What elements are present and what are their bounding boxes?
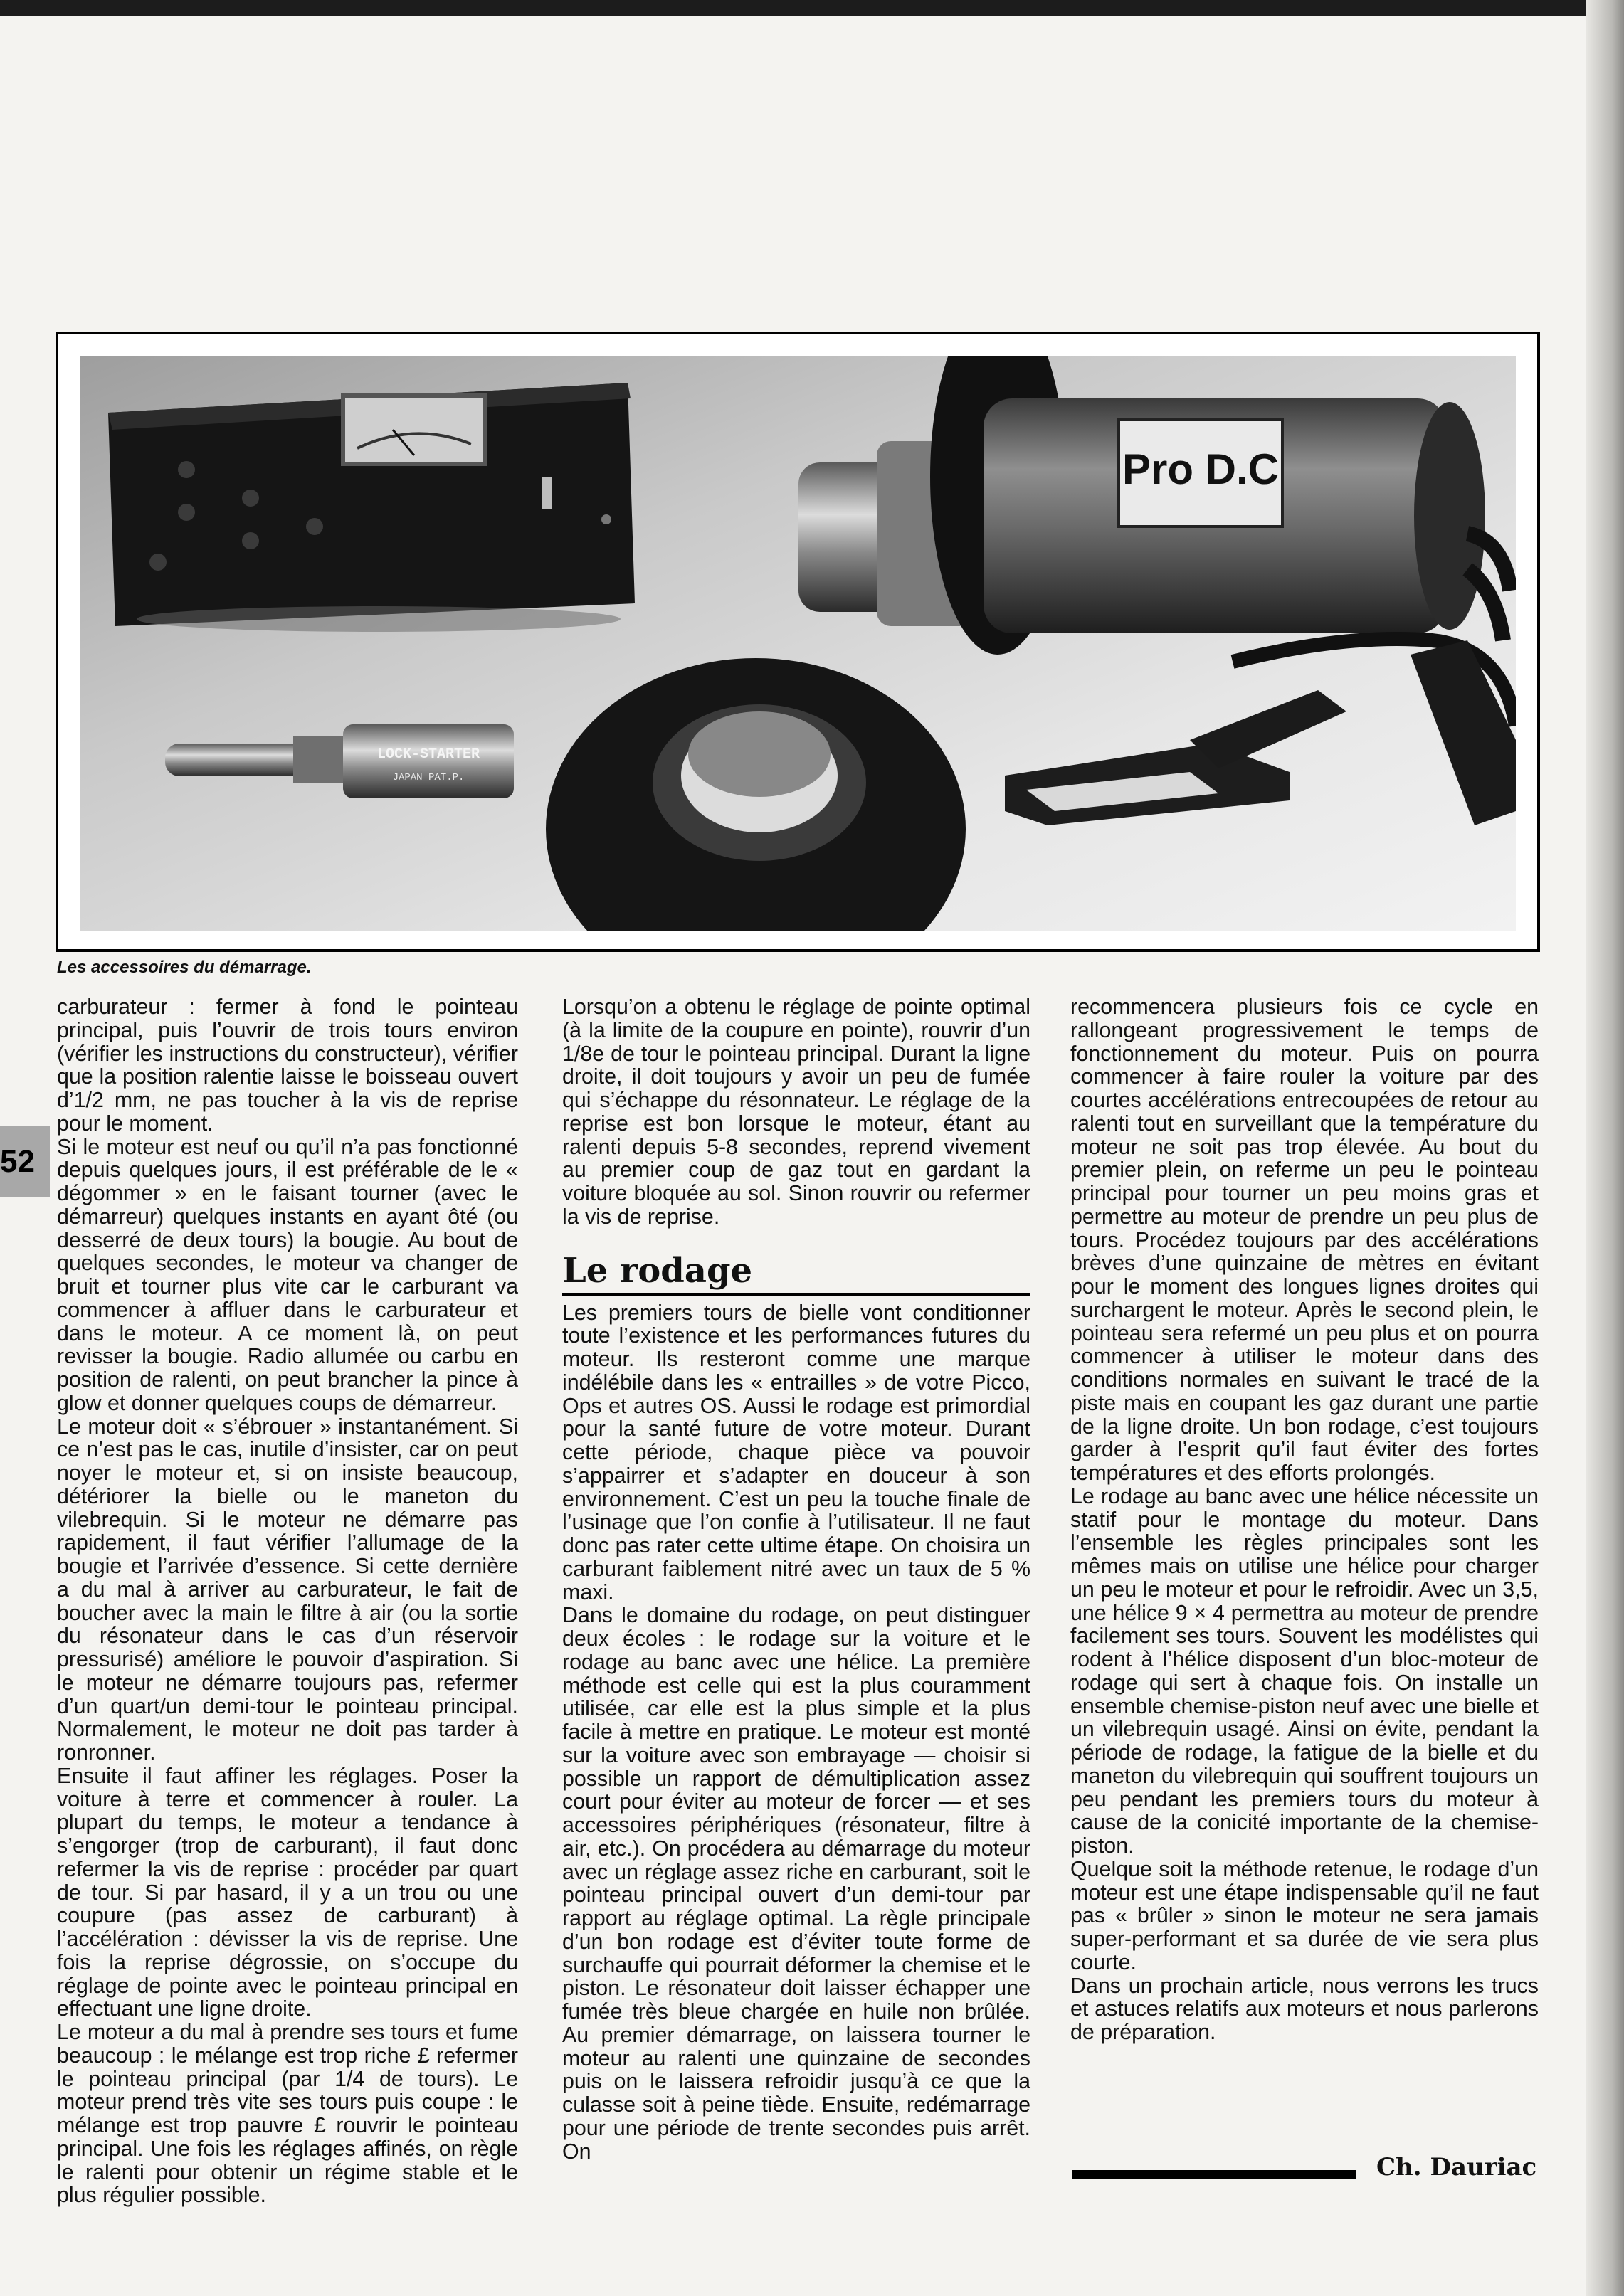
paragraph: Si le moteur est neuf ou qu’il n’a pas fonctionné depuis quelques jours, il est préférable de le « dégommer » en le faisant tourner (avec le démarreur) quelques instants en ayant ôté (ou desserré de deux tours) la bougie. Au bout de quelques secondes, le moteur va changer de bruit et tourner plus vite car le carburant va commencer à affluer dans le carburateur et dans le moteur. A ce moment là, on peut revisser la bougie. Radio allumée ou carbu en position de ralenti, on peut brancher la pince à glow et donner quelques coups de démarreur. [57, 1134, 518, 1415]
author-rule [1072, 2170, 1356, 2179]
paragraph: Le rodage au banc avec une hélice nécessite un statif pour le montage du moteur. Dans l’ensemble les règles principales sont les mêmes mais on utilise une hélice pour charger un peu le moteur et pour le refroidir. Avec un 3,5, une hélice 9 × 4 permettra au moteur de prendre facilement ses tours. Souvent les modélistes qui rodent à l’hélice disposent d’un bloc-moteur de rodage qui sert à chaque fois. On installe un ensemble chemise-piston neuf avec une bielle et un vilebrequin usagé. Ainsi on évite, pendant la période de rodage, la fatigue de la bielle et du maneton du vilebrequin qui souffrent toujours un peu pendant les premiers tours du moteur à cause de la conicité importante de la chemise-piston. [1070, 1483, 1539, 1858]
text-column-3 [1070, 995, 1539, 2044]
photo-frame [56, 332, 1540, 952]
paragraph: Dans le domaine du rodage, on peut distinguer deux écoles : le rodage sur la voiture et le rodage au banc avec une hélice. La première méthode est celle qui est la plus couramment utilisée, car elle est la plus simple et la plus facile à mettre en pratique. Le moteur est monté sur la voiture avec son embrayage — choisir si possible un rapport de démultiplication assez court pour éviter au moteur de forcer — et ses accessoires périphériques (résonateur, filtre à air, etc.). On procédera au démarrage du moteur avec un réglage assez riche en carburant, soit le pointeau principal ouvert d’un demi-tour par rapport au réglage optimal. La règle principale d’un bon rodage est d’éviter toute forme de surchauffe qui pourrait déformer la chemise et le piston. Le résonateur doit laisser échapper une fumée très bleue chargée en huile non brûlée. Au premier démarrage, on laissera tourner le moteur au ralenti une quinzaine de secondes puis on le laissera refroidir jusqu’à ce que la culasse soit à peine tiède. Ensuite, redémarrage pour une période de trente secondes puis arrêt. On [562, 1603, 1030, 2164]
paragraph: Ensuite il faut affiner les réglages. Poser la voiture à terre et commencer à rouler. La plupart du temps, le moteur a tendance à s’engorger (trop de carburant), il faut donc refermer la vis de reprise : procéder par quart de tour. Si par hasard, il y a un trou ou une coupure (pas assez de carburant) à l’accélération : dévisser la vis de reprise. Une fois la reprise dégrossie, on s’occupe du réglage de pointe avec le pointeau principal en effectuant une ligne droite. [57, 1763, 518, 2021]
paragraph: Les premiers tours de bielle vont conditionner toute l’existence et les performances futures du moteur. Ils resteront comme une marque indélébile dans les « entrailles » de votre Picco, Ops et autres OS. Aussi le rodage est primordial pour la santé future de votre moteur. Durant cette période, chaque pièce va pouvoir s’appairrer et s’adapter en douceur à son environnement. C’est un peu la touche finale de l’usinage que l’on confie à l’utilisateur. Il ne faut donc pas rater cette ultime étape. On choisira un carburant faiblement nitré avec un taux de 5 % maxi. [562, 1300, 1030, 1604]
text-column-1 [57, 995, 518, 2207]
section-heading: Le rodage [562, 1250, 1030, 1296]
top-edge-strip [0, 0, 1624, 16]
glow-meter-panel [108, 383, 635, 632]
paragraph: recommencera plusieurs fois ce cycle en rallongeant progressivement le temps de fonctionnement du moteur. Puis on pourra commencer à faire rouler la voiture par des courtes accélérations entrecoupées de retour au ralenti tout en surveillant que la température du moteur ne soit pas trop élevée. Au bout du premier plein, on referme un peu le pointeau principal pour tourner un peu moins gras et permettre au moteur de prendre un peu plus de tours. Procédez toujours par des accélérations brèves d’une quinzaine de mètres en évitant pour le moment des longues lignes droites qui surchargent le moteur. Après le second plein, le pointeau sera refermé un peu plus et on pourra commencer à utiliser le moteur dans des conditions normales en suivant le tracé de la piste mais en coupant les gaz durant une partie de la ligne droite. Un bon rodage, c’est toujours garder à l’esprit qu’il faut éviter des fortes températures et des efforts prolongés. [1070, 995, 1539, 1485]
page-number: 52 [0, 1144, 35, 1179]
paragraph: Lorsqu’on a obtenu le réglage de pointe optimal (à la limite de la coupure en pointe), rouvrir d’un 1/8e de tour le pointeau principal. Durant la ligne droite, il doit toujours y avoir un peu de fumée qui s’échappe du résonnateur. Le réglage de la reprise est bon lorsque le moteur, étant au ralenti depuis 5-8 secondes, reprend vivement au premier coup de gaz tout en gardant la voiture bloquée au sol. Sinon rouvrir ou refermer la vis de reprise. [562, 995, 1030, 1229]
page-right-edge-shadow [1586, 0, 1624, 2296]
starter-label: LOCK-STARTER [376, 746, 480, 763]
paragraph: carburateur : fermer à fond le pointeau principal, puis l’ouvrir de trois tours environ (vérifier les instructions du constructeur), vérifier que la position ralentie laisse le boisseau ouvert d’1/2 mm, ne pas toucher à la vis de reprise pour le moment. [57, 995, 518, 1136]
paragraph: Quelque soit la méthode retenue, le rodage d’un moteur est une étape indispensable qu’il ne faut pas « brûler » sinon le moteur ne sera jamais super-performant et sa durée de vie sera plus courte. [1070, 1856, 1539, 1974]
text-column-2 [562, 995, 1030, 2163]
photo-caption: Les accessoires du démarrage. [57, 958, 312, 977]
paragraph: Le moteur doit « s’ébrouer » instantanément. Si ce n’est pas le cas, inutile d’insister, car on peut noyer le moteur et, si on insiste beaucoup, détériorer la bielle ou le maneton du vilebrequin. Si le moteur ne démarre pas rapidement, il faut vérifier l’allumage de la bougie et l’arrivée d’essence. Si cette dernière a du mal à arriver au carburateur, le fait de boucher avec la main le filtre à air (ou la sortie du résonateur dans le cas d’un réservoir pressurisé) améliore le pouvoir d’aspiration. Si le moteur ne démarre toujours pas, refermer d’un quart/un demi-tour le pointeau principal. Normalement, le moteur ne doit pas tarder à ronronner. [57, 1414, 518, 1765]
paragraph: Le moteur a du mal à prendre ses tours et fume beaucoup : le mélange est trop riche £ refermer le pointeau principal (par 1/4 de tours). Le moteur prend très vite ses tours puis coupe : le mélange est trop pauvre £ rouvrir le pointeau principal. Une fois les réglages affinés, on règle le ralenti pour obtenir un régime stable et le plus régulier possible. [57, 2020, 518, 2208]
accessories-photo [80, 356, 1516, 931]
paragraph: Dans un prochain article, nous verrons les trucs et astuces relatifs aux moteurs et nous parlerons de préparation. [1070, 1973, 1539, 2044]
motor-label: Pro D.C [1122, 445, 1280, 493]
starter-origin-label: JAPAN PAT.P. [392, 772, 465, 783]
author-signature: Ch. Dauriac [1376, 2153, 1537, 2181]
